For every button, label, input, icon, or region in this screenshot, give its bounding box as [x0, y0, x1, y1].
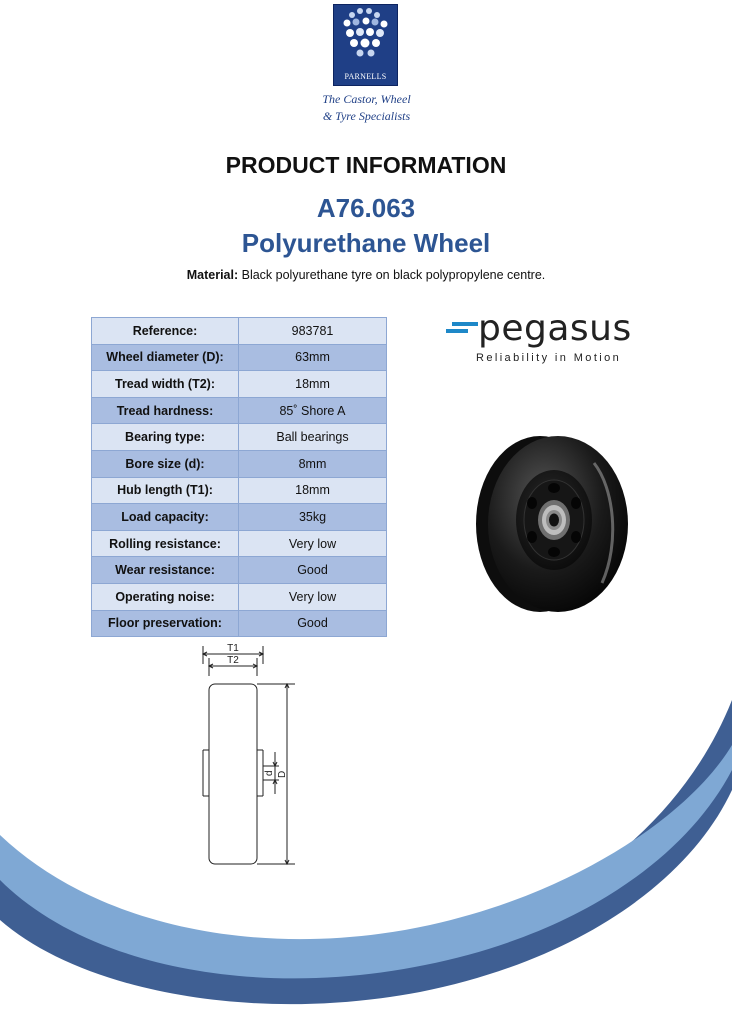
spec-value: Ball bearings [239, 424, 387, 451]
dimension-drawing [195, 640, 305, 870]
spec-label: Bearing type: [92, 424, 239, 451]
table-row [92, 504, 387, 531]
logo-name: PARNELLS [344, 72, 387, 81]
table-row [92, 371, 387, 398]
spec-label: Rolling resistance: [92, 530, 239, 557]
material-text: Black polyurethane tyre on black polypropylene centre. [238, 268, 546, 282]
spec-value: 85˚ Shore A [239, 397, 387, 424]
spec-value: 18mm [239, 477, 387, 504]
spec-label: Operating noise: [92, 583, 239, 610]
table-row [92, 530, 387, 557]
spec-label: Floor preservation: [92, 610, 239, 637]
spec-table [91, 317, 387, 637]
spec-value: Good [239, 610, 387, 637]
logo-mark [334, 5, 397, 67]
spec-value: 8mm [239, 450, 387, 477]
table-row [92, 557, 387, 584]
wheel-product-image [474, 433, 630, 613]
spec-label: Hub length (T1): [92, 477, 239, 504]
table-row [92, 477, 387, 504]
page-heading: PRODUCT INFORMATION [225, 152, 507, 178]
spec-value: Good [239, 557, 387, 584]
spec-label: Reference: [92, 318, 239, 345]
spec-value: 63mm [239, 344, 387, 371]
spec-value: Very low [239, 583, 387, 610]
spec-label: Wheel diameter (D): [92, 344, 239, 371]
brand-tagline-line1: The Castor, Wheel [322, 92, 411, 106]
table-row [92, 397, 387, 424]
pegasus-tagline: Reliability in Motion [476, 352, 622, 364]
label-d-small: d [264, 770, 275, 776]
table-row [92, 610, 387, 637]
spec-value: Very low [239, 530, 387, 557]
material-label: Material: [186, 268, 239, 282]
brand-tagline-line2: & Tyre Specialists [322, 109, 411, 123]
pegasus-wordmark: pegasus [478, 308, 632, 349]
spec-label: Wear resistance: [92, 557, 239, 584]
label-t1: T1 [227, 643, 239, 654]
spec-label: Bore size (d): [92, 450, 239, 477]
spec-value: 18mm [239, 371, 387, 398]
label-t2: T2 [227, 655, 239, 666]
spec-value: 983781 [239, 318, 387, 345]
pegasus-logo-icon [446, 320, 478, 340]
parnells-logo [333, 4, 398, 86]
table-row [92, 424, 387, 451]
spec-label: Tread width (T2): [92, 371, 239, 398]
table-row [92, 583, 387, 610]
spec-label: Tread hardness: [92, 397, 239, 424]
table-row [92, 318, 387, 345]
swoosh-light-band [0, 745, 732, 978]
material-line [0, 268, 732, 282]
product-code: A76.063 [316, 193, 416, 223]
spec-label: Load capacity: [92, 504, 239, 531]
label-d-large: D [277, 770, 288, 778]
table-row [92, 450, 387, 477]
spec-value: 35kg [239, 504, 387, 531]
product-name: Polyurethane Wheel [241, 228, 491, 258]
table-row [92, 344, 387, 371]
